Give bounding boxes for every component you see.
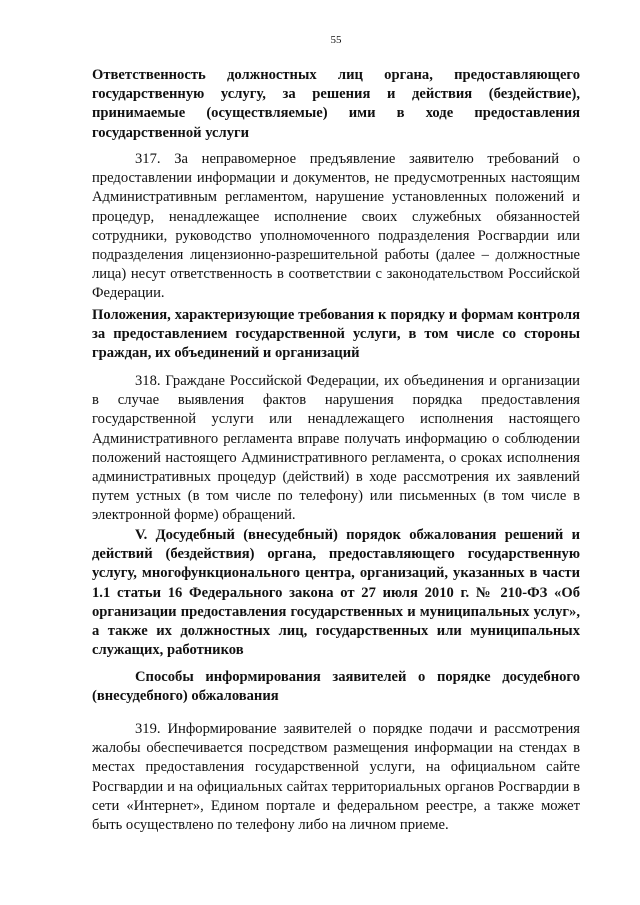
paragraph-319: 319. Информирование заявителей о порядке подачи и рассмотрения жалобы обеспечивается посредством размещения информации на стендах в местах предоставления государственной услуги, на официальном сайте Росгвардии и на официальных сайтах территориальных органов Росгвардии в сети «Интернет», Едином портале и федеральном реестре, а также может быть осуществлено по телефону либо на личном приеме.: [92, 721, 580, 834]
paragraph-317: 317. За неправомерное предъявление заявителю требований о предоставлении информации и документов, не предусмотренных настоящим Административным регламентом, нарушение установленных положений и процедур, ненадлежащее исполнение своих служебных обязанностей сотрудники, руководство уполномоченного подразделения Росгвардии или подразделения лицензионно-разрешительной работы (далее – должностные лица) несут ответственность в соответствии с законодательством Российской Федерации.: [92, 151, 580, 302]
heading-official-responsibility: Ответственность должностных лиц органа, предоставляющего государственную услугу, за решения и действия (бездействие), принимаемые (осуществляемые) ими в ходе предоставления государственной услуги: [92, 67, 580, 141]
heading-section-v-appeal: V. Досудебный (внесудебный) порядок обжалования решений и действий (бездействия) органа, предоставляющего государственную услугу, многофункционального центра, организаций, указанных в части 1.1 статьи 16 Федерального закона от 27 июля 2010 г. № 210-ФЗ «Об организации предоставления государственных и муниципальных услуг», а также их должностных лиц, государственных или муниципальных служащих, работников: [92, 527, 580, 659]
page-number: 55: [330, 34, 342, 46]
paragraph-318: 318. Граждане Российской Федерации, их объединения и организации в случае выявления фактов нарушения порядка предоставления государственной услуги или ненадлежащего исполнения настоящего Административного регламента вправе получать информацию о соблюдении положений настоящего Административного регламента, о сроках исполнения административных процедур (действий) в ходе рассмотрения их заявлений путем устных (в том числе по телефону) или письменных (в том числе в электронной форме) обращений.: [92, 373, 580, 524]
heading-informing-methods: Способы информирования заявителей о порядке досудебного (внесудебного) обжалования: [92, 669, 580, 705]
heading-control-requirements: Положения, характеризующие требования к порядку и формам контроля за предоставлением государственной услуги, в том числе со стороны граждан, их объединений и организаций: [92, 307, 580, 362]
